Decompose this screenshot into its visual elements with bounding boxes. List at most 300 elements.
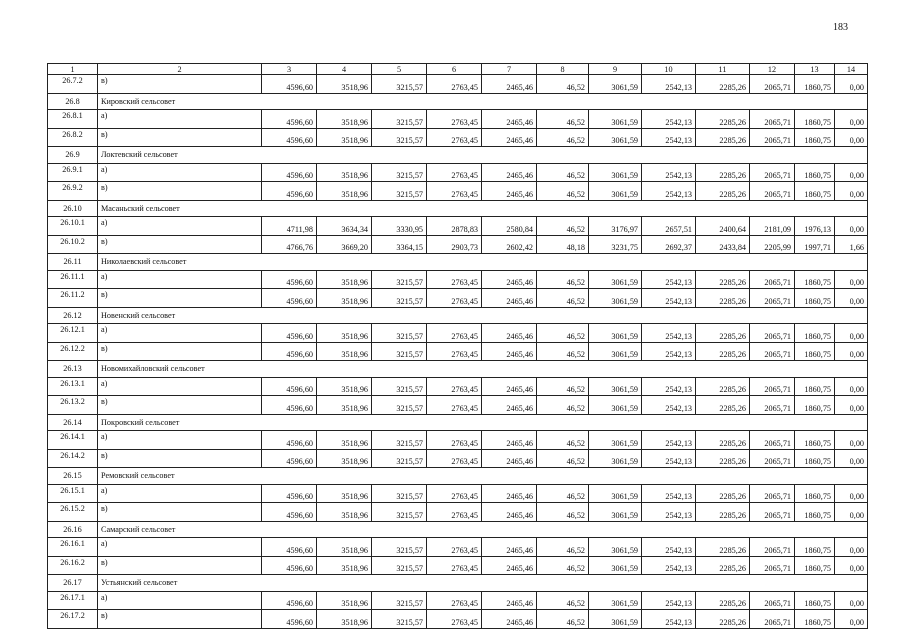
value-cell: 3061,59 xyxy=(589,270,642,289)
value-cell: 46,52 xyxy=(537,591,589,610)
value-cell: 46,52 xyxy=(537,610,589,629)
value-cell: 46,52 xyxy=(537,324,589,343)
row-code: 26.11.1 xyxy=(48,270,98,289)
table-header xyxy=(48,64,868,75)
value-cell: 2763,45 xyxy=(427,110,482,129)
row-code: 26.9.1 xyxy=(48,163,98,182)
table-row xyxy=(48,342,868,361)
value-cell: 1860,75 xyxy=(795,182,835,201)
value-cell: 2065,71 xyxy=(750,75,795,94)
value-cell: 2542,13 xyxy=(642,449,696,468)
table-row xyxy=(48,556,868,575)
table-row xyxy=(48,377,868,396)
section-title: Самарский сельсовет xyxy=(98,521,868,538)
value-cell: 2465,46 xyxy=(482,484,537,503)
value-cell: 2285,26 xyxy=(696,270,750,289)
value-cell: 2763,45 xyxy=(427,128,482,147)
value-cell: 2465,46 xyxy=(482,110,537,129)
row-code: 26.12 xyxy=(48,307,98,324)
row-label: в) xyxy=(98,503,262,522)
value-cell: 0,00 xyxy=(835,431,868,450)
value-cell: 2465,46 xyxy=(482,396,537,415)
table-row xyxy=(48,110,868,129)
section-title: Масаньский сельсовет xyxy=(98,200,868,217)
value-cell: 1860,75 xyxy=(795,342,835,361)
row-code: 26.13 xyxy=(48,361,98,378)
value-cell: 1860,75 xyxy=(795,128,835,147)
value-cell: 2763,45 xyxy=(427,75,482,94)
value-cell: 3215,57 xyxy=(372,503,427,522)
value-cell: 1860,75 xyxy=(795,610,835,629)
row-label: в) xyxy=(98,610,262,629)
section-row xyxy=(48,254,868,271)
value-cell: 3518,96 xyxy=(317,377,372,396)
value-cell: 4596,60 xyxy=(262,182,317,201)
value-cell: 4596,60 xyxy=(262,163,317,182)
value-cell: 3215,57 xyxy=(372,377,427,396)
value-cell: 1997,71 xyxy=(795,235,835,254)
table-row xyxy=(48,75,868,94)
value-cell: 3215,57 xyxy=(372,128,427,147)
table-row xyxy=(48,431,868,450)
value-cell: 3634,34 xyxy=(317,217,372,236)
value-cell: 0,00 xyxy=(835,110,868,129)
row-code: 26.10.1 xyxy=(48,217,98,236)
value-cell: 46,52 xyxy=(537,503,589,522)
section-title: Новомихайловский сельсовет xyxy=(98,361,868,378)
row-code: 26.16.2 xyxy=(48,556,98,575)
row-label: в) xyxy=(98,182,262,201)
value-cell: 2400,64 xyxy=(696,217,750,236)
value-cell: 2542,13 xyxy=(642,503,696,522)
value-cell: 2465,46 xyxy=(482,503,537,522)
value-cell: 2285,26 xyxy=(696,484,750,503)
value-cell: 2465,46 xyxy=(482,324,537,343)
value-cell: 1860,75 xyxy=(795,503,835,522)
table-row xyxy=(48,235,868,254)
row-code: 26.8 xyxy=(48,93,98,110)
value-cell: 3061,59 xyxy=(589,75,642,94)
value-cell: 2285,26 xyxy=(696,182,750,201)
value-cell: 1,66 xyxy=(835,235,868,254)
row-label: а) xyxy=(98,270,262,289)
value-cell: 2065,71 xyxy=(750,396,795,415)
value-cell: 2285,26 xyxy=(696,503,750,522)
value-cell: 2542,13 xyxy=(642,538,696,557)
value-cell: 3518,96 xyxy=(317,556,372,575)
value-cell: 2285,26 xyxy=(696,342,750,361)
value-cell: 2763,45 xyxy=(427,342,482,361)
column-header: 10 xyxy=(642,64,696,75)
value-cell: 3518,96 xyxy=(317,484,372,503)
value-cell: 1860,75 xyxy=(795,484,835,503)
value-cell: 46,52 xyxy=(537,163,589,182)
value-cell: 2763,45 xyxy=(427,182,482,201)
section-title: Покровский сельсовет xyxy=(98,414,868,431)
value-cell: 2065,71 xyxy=(750,591,795,610)
value-cell: 2465,46 xyxy=(482,449,537,468)
value-cell: 2285,26 xyxy=(696,289,750,308)
value-cell: 2542,13 xyxy=(642,163,696,182)
value-cell: 3518,96 xyxy=(317,163,372,182)
header-row xyxy=(48,64,868,75)
value-cell: 2065,71 xyxy=(750,289,795,308)
value-cell: 3061,59 xyxy=(589,324,642,343)
value-cell: 2763,45 xyxy=(427,324,482,343)
value-cell: 2285,26 xyxy=(696,377,750,396)
row-label: в) xyxy=(98,449,262,468)
value-cell: 3215,57 xyxy=(372,538,427,557)
row-code: 26.17.1 xyxy=(48,591,98,610)
value-cell: 3518,96 xyxy=(317,289,372,308)
value-cell: 2542,13 xyxy=(642,270,696,289)
value-cell: 1860,75 xyxy=(795,431,835,450)
value-cell: 4596,60 xyxy=(262,128,317,147)
value-cell: 4766,76 xyxy=(262,235,317,254)
row-code: 26.9 xyxy=(48,147,98,164)
value-cell: 3061,59 xyxy=(589,128,642,147)
value-cell: 2433,84 xyxy=(696,235,750,254)
value-cell: 3518,96 xyxy=(317,449,372,468)
value-cell: 2692,37 xyxy=(642,235,696,254)
row-label: а) xyxy=(98,431,262,450)
value-cell: 3215,57 xyxy=(372,270,427,289)
value-cell: 2465,46 xyxy=(482,556,537,575)
value-cell: 4596,60 xyxy=(262,342,317,361)
value-cell: 2763,45 xyxy=(427,610,482,629)
row-label: в) xyxy=(98,342,262,361)
section-row xyxy=(48,147,868,164)
value-cell: 1860,75 xyxy=(795,270,835,289)
row-code: 26.13.2 xyxy=(48,396,98,415)
value-cell: 2285,26 xyxy=(696,128,750,147)
value-cell: 2763,45 xyxy=(427,449,482,468)
row-code: 26.15.1 xyxy=(48,484,98,503)
value-cell: 2542,13 xyxy=(642,128,696,147)
value-cell: 2465,46 xyxy=(482,163,537,182)
row-label: а) xyxy=(98,324,262,343)
value-cell: 2285,26 xyxy=(696,556,750,575)
value-cell: 3061,59 xyxy=(589,163,642,182)
column-header: 3 xyxy=(262,64,317,75)
value-cell: 0,00 xyxy=(835,556,868,575)
table-row xyxy=(48,610,868,629)
row-label: а) xyxy=(98,110,262,129)
value-cell: 1860,75 xyxy=(795,591,835,610)
value-cell: 3061,59 xyxy=(589,610,642,629)
table-row xyxy=(48,484,868,503)
value-cell: 4596,60 xyxy=(262,431,317,450)
value-cell: 2465,46 xyxy=(482,289,537,308)
value-cell: 2065,71 xyxy=(750,503,795,522)
value-cell: 3061,59 xyxy=(589,556,642,575)
row-label: а) xyxy=(98,591,262,610)
row-label: а) xyxy=(98,484,262,503)
value-cell: 3518,96 xyxy=(317,396,372,415)
section-row xyxy=(48,468,868,485)
column-header: 7 xyxy=(482,64,537,75)
value-cell: 1860,75 xyxy=(795,75,835,94)
value-cell: 2181,09 xyxy=(750,217,795,236)
value-cell: 2542,13 xyxy=(642,431,696,450)
value-cell: 0,00 xyxy=(835,128,868,147)
value-cell: 4711,98 xyxy=(262,217,317,236)
row-code: 26.13.1 xyxy=(48,377,98,396)
value-cell: 2763,45 xyxy=(427,163,482,182)
value-cell: 3518,96 xyxy=(317,75,372,94)
row-label: в) xyxy=(98,235,262,254)
value-cell: 2542,13 xyxy=(642,377,696,396)
row-code: 26.15 xyxy=(48,468,98,485)
value-cell: 3061,59 xyxy=(589,503,642,522)
row-label: в) xyxy=(98,128,262,147)
value-cell: 46,52 xyxy=(537,270,589,289)
value-cell: 46,52 xyxy=(537,342,589,361)
value-cell: 1976,13 xyxy=(795,217,835,236)
row-code: 26.11.2 xyxy=(48,289,98,308)
value-cell: 3215,57 xyxy=(372,75,427,94)
value-cell: 2542,13 xyxy=(642,182,696,201)
value-cell: 4596,60 xyxy=(262,289,317,308)
row-code: 26.7.2 xyxy=(48,75,98,94)
value-cell: 0,00 xyxy=(835,324,868,343)
value-cell: 2763,45 xyxy=(427,556,482,575)
row-code: 26.16 xyxy=(48,521,98,538)
value-cell: 2542,13 xyxy=(642,110,696,129)
value-cell: 4596,60 xyxy=(262,75,317,94)
value-cell: 2542,13 xyxy=(642,289,696,308)
row-label: в) xyxy=(98,396,262,415)
table-row xyxy=(48,324,868,343)
value-cell: 3215,57 xyxy=(372,610,427,629)
value-cell: 4596,60 xyxy=(262,377,317,396)
value-cell: 3061,59 xyxy=(589,377,642,396)
value-cell: 0,00 xyxy=(835,377,868,396)
value-cell: 2065,71 xyxy=(750,610,795,629)
column-header: 1 xyxy=(48,64,98,75)
table-row xyxy=(48,217,868,236)
value-cell: 46,52 xyxy=(537,431,589,450)
value-cell: 2542,13 xyxy=(642,610,696,629)
value-cell: 2285,26 xyxy=(696,396,750,415)
value-cell: 2285,26 xyxy=(696,324,750,343)
value-cell: 1860,75 xyxy=(795,396,835,415)
value-cell: 2763,45 xyxy=(427,591,482,610)
value-cell: 3215,57 xyxy=(372,182,427,201)
value-cell: 3215,57 xyxy=(372,556,427,575)
value-cell: 3330,95 xyxy=(372,217,427,236)
value-cell: 4596,60 xyxy=(262,591,317,610)
value-cell: 2903,73 xyxy=(427,235,482,254)
value-cell: 0,00 xyxy=(835,484,868,503)
value-cell: 3518,96 xyxy=(317,182,372,201)
value-cell: 2065,71 xyxy=(750,163,795,182)
value-cell: 3061,59 xyxy=(589,431,642,450)
value-cell: 0,00 xyxy=(835,449,868,468)
value-cell: 0,00 xyxy=(835,217,868,236)
value-cell: 0,00 xyxy=(835,503,868,522)
row-label: в) xyxy=(98,75,262,94)
value-cell: 3215,57 xyxy=(372,484,427,503)
row-code: 26.14 xyxy=(48,414,98,431)
value-cell: 3215,57 xyxy=(372,342,427,361)
value-cell: 2065,71 xyxy=(750,449,795,468)
column-header: 12 xyxy=(750,64,795,75)
value-cell: 2542,13 xyxy=(642,556,696,575)
value-cell: 2542,13 xyxy=(642,324,696,343)
table-row xyxy=(48,270,868,289)
column-header: 5 xyxy=(372,64,427,75)
value-cell: 2542,13 xyxy=(642,396,696,415)
value-cell: 3061,59 xyxy=(589,289,642,308)
row-label: а) xyxy=(98,377,262,396)
value-cell: 2542,13 xyxy=(642,342,696,361)
value-cell: 3518,96 xyxy=(317,110,372,129)
value-cell: 46,52 xyxy=(537,449,589,468)
value-cell: 2542,13 xyxy=(642,75,696,94)
section-row xyxy=(48,307,868,324)
row-code: 26.8.1 xyxy=(48,110,98,129)
section-title: Локтевский сельсовет xyxy=(98,147,868,164)
value-cell: 2065,71 xyxy=(750,324,795,343)
row-code: 26.14.2 xyxy=(48,449,98,468)
value-cell: 2065,71 xyxy=(750,182,795,201)
value-cell: 3061,59 xyxy=(589,591,642,610)
value-cell: 0,00 xyxy=(835,289,868,308)
page-number: 183 xyxy=(833,22,848,33)
table-row xyxy=(48,449,868,468)
value-cell: 3061,59 xyxy=(589,396,642,415)
table-row xyxy=(48,396,868,415)
value-cell: 3061,59 xyxy=(589,342,642,361)
value-cell: 3215,57 xyxy=(372,396,427,415)
value-cell: 0,00 xyxy=(835,75,868,94)
value-cell: 2878,83 xyxy=(427,217,482,236)
section-title: Николаевский сельсовет xyxy=(98,254,868,271)
value-cell: 3215,57 xyxy=(372,449,427,468)
table-row xyxy=(48,163,868,182)
section-row xyxy=(48,361,868,378)
value-cell: 46,52 xyxy=(537,128,589,147)
value-cell: 1860,75 xyxy=(795,110,835,129)
value-cell: 4596,60 xyxy=(262,503,317,522)
row-code: 26.10 xyxy=(48,200,98,217)
value-cell: 2285,26 xyxy=(696,538,750,557)
value-cell: 1860,75 xyxy=(795,289,835,308)
section-row xyxy=(48,575,868,592)
column-header: 8 xyxy=(537,64,589,75)
value-cell: 2602,42 xyxy=(482,235,537,254)
column-header: 2 xyxy=(98,64,262,75)
value-cell: 2580,84 xyxy=(482,217,537,236)
value-cell: 2285,26 xyxy=(696,75,750,94)
value-cell: 1860,75 xyxy=(795,163,835,182)
value-cell: 2065,71 xyxy=(750,110,795,129)
column-header: 6 xyxy=(427,64,482,75)
section-title: Новенский сельсовет xyxy=(98,307,868,324)
value-cell: 2465,46 xyxy=(482,431,537,450)
value-cell: 2065,71 xyxy=(750,484,795,503)
value-cell: 3061,59 xyxy=(589,484,642,503)
value-cell: 3215,57 xyxy=(372,289,427,308)
value-cell: 4596,60 xyxy=(262,538,317,557)
value-cell: 0,00 xyxy=(835,342,868,361)
row-code: 26.16.1 xyxy=(48,538,98,557)
value-cell: 2285,26 xyxy=(696,610,750,629)
value-cell: 2285,26 xyxy=(696,431,750,450)
value-cell: 3215,57 xyxy=(372,431,427,450)
value-cell: 2465,46 xyxy=(482,610,537,629)
value-cell: 2065,71 xyxy=(750,538,795,557)
row-code: 26.12.2 xyxy=(48,342,98,361)
column-header: 11 xyxy=(696,64,750,75)
table-row xyxy=(48,503,868,522)
value-cell: 2465,46 xyxy=(482,270,537,289)
table-row xyxy=(48,182,868,201)
row-label: а) xyxy=(98,163,262,182)
value-cell: 4596,60 xyxy=(262,396,317,415)
value-cell: 3215,57 xyxy=(372,591,427,610)
row-label: в) xyxy=(98,289,262,308)
value-cell: 3518,96 xyxy=(317,610,372,629)
value-cell: 3518,96 xyxy=(317,538,372,557)
value-cell: 46,52 xyxy=(537,289,589,308)
value-cell: 2542,13 xyxy=(642,591,696,610)
value-cell: 3061,59 xyxy=(589,449,642,468)
value-cell: 0,00 xyxy=(835,538,868,557)
value-cell: 2465,46 xyxy=(482,75,537,94)
value-cell: 2763,45 xyxy=(427,538,482,557)
table-body xyxy=(48,75,868,629)
value-cell: 46,52 xyxy=(537,484,589,503)
value-cell: 4596,60 xyxy=(262,556,317,575)
section-row xyxy=(48,521,868,538)
value-cell: 46,52 xyxy=(537,182,589,201)
column-header: 13 xyxy=(795,64,835,75)
value-cell: 0,00 xyxy=(835,610,868,629)
value-cell: 2465,46 xyxy=(482,538,537,557)
value-cell: 2763,45 xyxy=(427,396,482,415)
value-cell: 1860,75 xyxy=(795,449,835,468)
value-cell: 0,00 xyxy=(835,591,868,610)
value-cell: 3215,57 xyxy=(372,110,427,129)
section-row xyxy=(48,200,868,217)
value-cell: 2465,46 xyxy=(482,342,537,361)
value-cell: 2763,45 xyxy=(427,289,482,308)
value-cell: 3518,96 xyxy=(317,324,372,343)
value-cell: 4596,60 xyxy=(262,610,317,629)
value-cell: 2542,13 xyxy=(642,484,696,503)
value-cell: 2763,45 xyxy=(427,431,482,450)
value-cell: 2465,46 xyxy=(482,591,537,610)
value-cell: 4596,60 xyxy=(262,449,317,468)
section-title: Кировский сельсовет xyxy=(98,93,868,110)
value-cell: 46,52 xyxy=(537,538,589,557)
value-cell: 2065,71 xyxy=(750,377,795,396)
value-cell: 3061,59 xyxy=(589,110,642,129)
value-cell: 0,00 xyxy=(835,182,868,201)
table-row xyxy=(48,128,868,147)
tariff-table xyxy=(47,63,868,629)
value-cell: 2465,46 xyxy=(482,128,537,147)
table-row xyxy=(48,538,868,557)
value-cell: 0,00 xyxy=(835,396,868,415)
row-code: 26.10.2 xyxy=(48,235,98,254)
value-cell: 4596,60 xyxy=(262,324,317,343)
row-code: 26.12.1 xyxy=(48,324,98,343)
value-cell: 3364,15 xyxy=(372,235,427,254)
value-cell: 0,00 xyxy=(835,270,868,289)
